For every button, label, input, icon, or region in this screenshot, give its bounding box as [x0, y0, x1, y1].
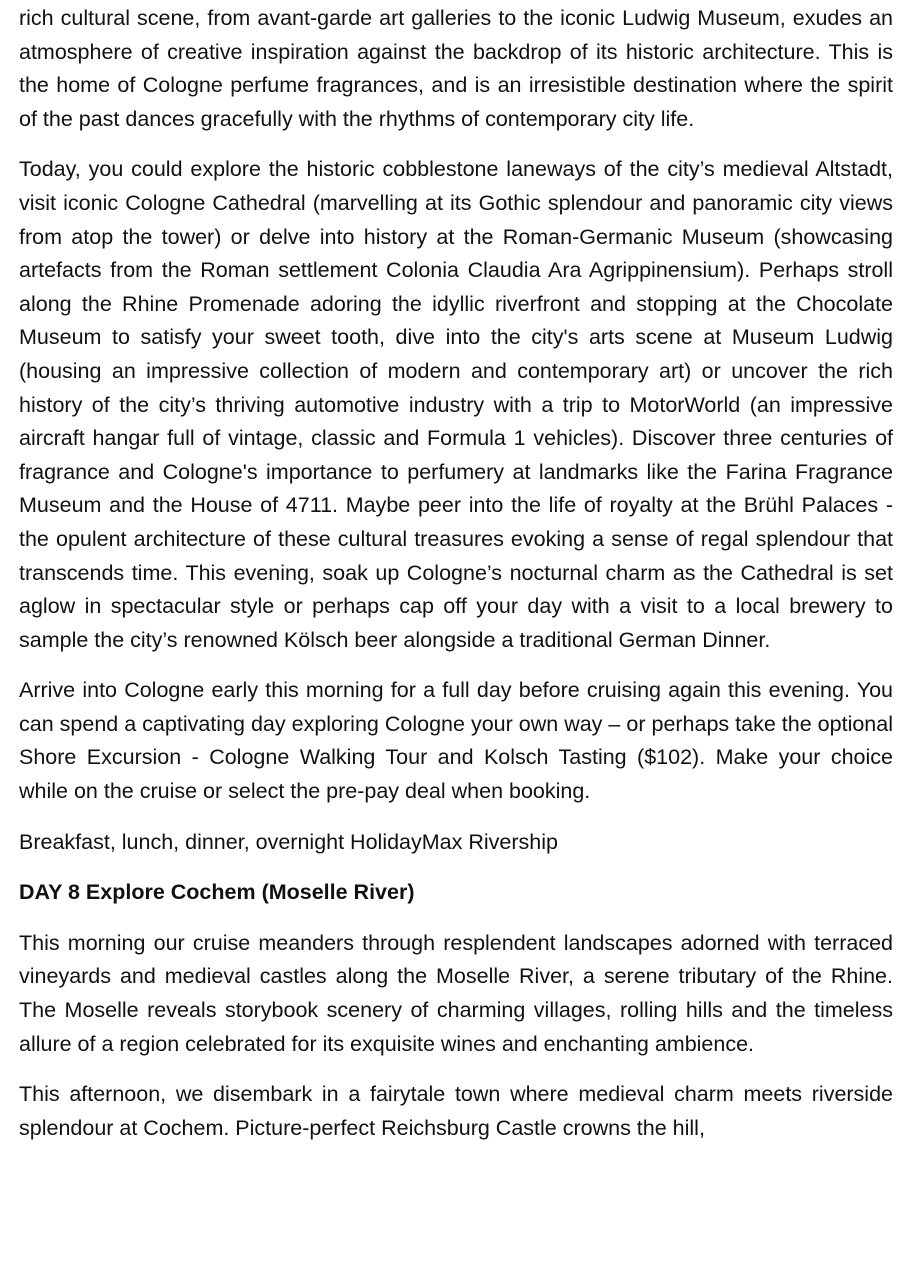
paragraph-cologne-day-activities: Today, you could explore the historic cobblestone laneways of the city’s medieval Altstadt, visit iconic Cologne Cathedral (marvelling at its Gothic splendour and panoramic city views from atop the tower) or delve into history at the Roman-Germanic Museum (showcasing artefacts from the Roman settlement Colonia Claudia Ara Agrippinensium). Perhaps stroll along the Rhine Promenade adoring the idyllic riverfront and stopping at the Chocolate Museum to satisfy your sweet tooth, dive into the city's arts scene at Museum Ludwig (housing an impressive collection of modern and contemporary art) or uncover the rich history of the city’s thriving automotive industry with a trip to MotorWorld (an impressive aircraft hangar full of vintage, classic and Formula 1 vehicles). Discover three centuries of fragrance and Cologne's importance to perfumery at landmarks like the Farina Fragrance Museum and the House of 4711. Maybe peer into the life of royalty at the Brühl Palaces - the opulent architecture of these cultural treasures evoking a sense of regal splendour that transcends time. This evening, soak up Cologne’s nocturnal charm as the Cathedral is set aglow in spectacular style or perhaps cap off your day with a visit to a local brewery to sample the city’s renowned Kölsch beer alongside a traditional German Dinner.: [19, 157, 893, 652]
paragraph-moselle-cruise: This morning our cruise meanders through resplendent landscapes adorned with terraced vineyards and medieval castles along the Moselle River, a serene tributary of the Rhine. The Moselle reveals storybook scenery of charming villages, rolling hills and the timeless allure of a region celebrated for its exquisite wines and enchanting ambience.: [19, 930, 893, 1056]
paragraph-cologne-arrival-excursion: Arrive into Cologne early this morning for a full day before cruising again this evening. You can spend a captivating day exploring Cologne your own way – or perhaps take the optional Shore Excursion - Cologne Walking Tour and Kolsch Tasting ($102). Make your choice while on the cruise or select the pre-pay deal when booking.: [19, 678, 893, 804]
paragraph-meals-ship: Breakfast, lunch, dinner, overnight HolidayMax Rivership: [19, 829, 558, 854]
heading-day-8-cochem: DAY 8 Explore Cochem (Moselle River): [19, 880, 415, 905]
paragraph-cochem-arrival: This afternoon, we disembark in a fairytale town where medieval charm meets riverside splendour at Cochem. Picture-perfect Reichsburg Castle crowns the hill,: [19, 1082, 893, 1140]
paragraph-cologne-intro-continued: rich cultural scene, from avant-garde art galleries to the iconic Ludwig Museum, exudes an atmosphere of creative inspiration against the backdrop of its historic architecture. This is the home of Cologne perfume fragrances, and is an irresistible destination where the spirit of the past dances gracefully with the rhythms of contemporary city life.: [19, 6, 893, 131]
